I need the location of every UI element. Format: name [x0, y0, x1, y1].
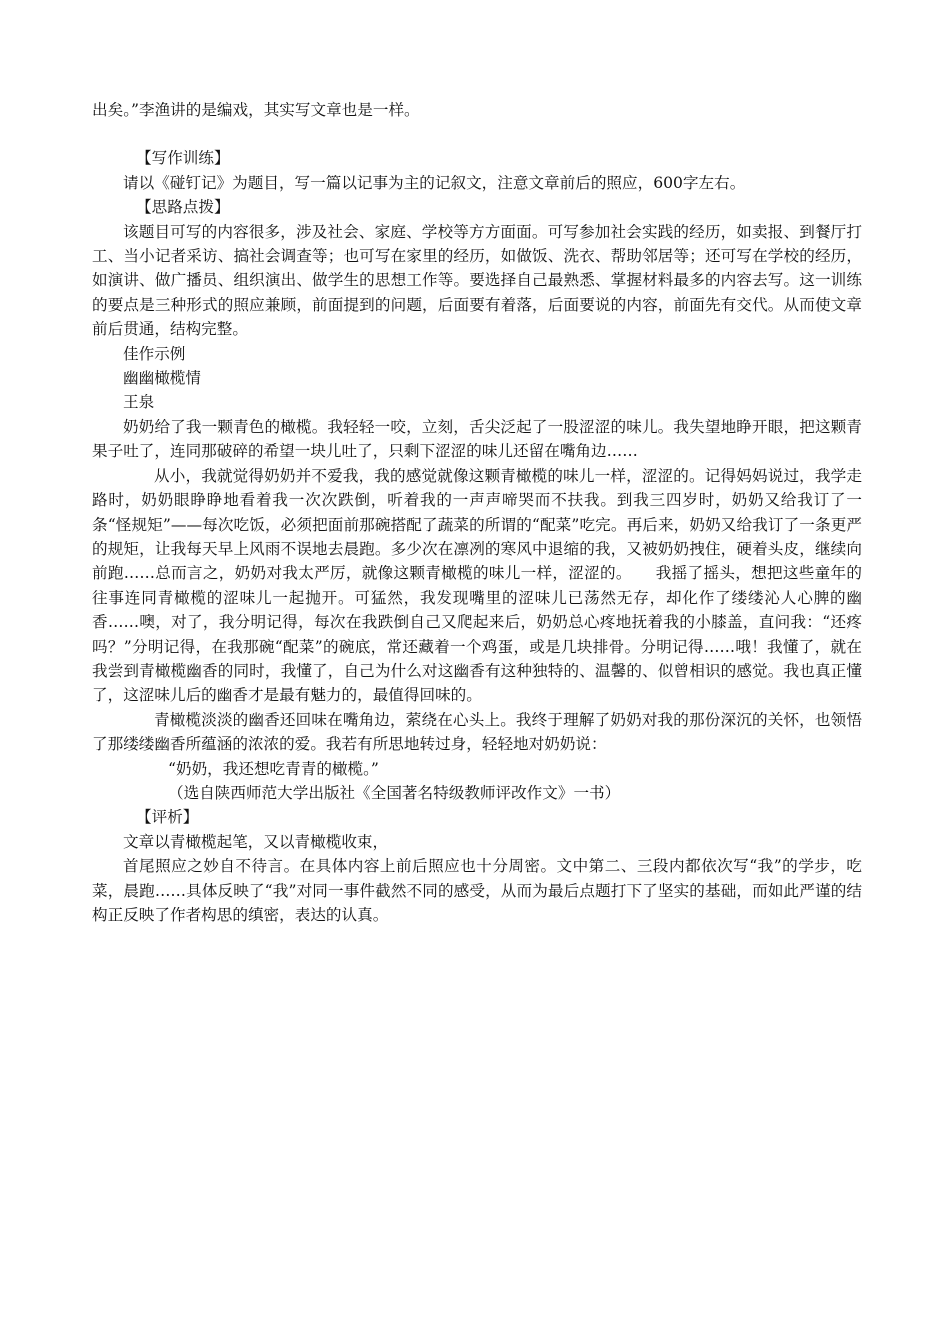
example-label: 佳作示例: [123, 344, 186, 363]
training-text: 请以《碰钉记》为题目，写一篇以记事为主的记叙文，注意文章前后的照应，600字左右。: [123, 173, 746, 192]
essay-paragraph-1: 奶奶给了我一颗青色的橄榄。我轻轻一咬，立刻，舌尖泛起了一股涩涩的味儿。我失望地睁开眼，把这颗青果子吐了，连同那破碎的希望一块儿吐了，只剩下涩涩的味儿还留在嘴角边……: [92, 417, 862, 461]
essay-paragraph-3: 青橄榄淡淡的幽香还回味在嘴角边，萦绕在心头上。我终于理解了奶奶对我的那份深沉的关怀，也领悟了那缕缕幽香所蕴涵的浓浓的爱。我若有所思地转过身，轻轻地对奶奶说：: [92, 710, 862, 754]
essay-quote: “奶奶，我还想吃青青的橄榄。”: [168, 759, 379, 778]
heading-training: 【写作训练】: [136, 149, 230, 168]
document-page: [92, 98, 862, 927]
analysis-text: 首尾照应之妙自不待言。在具体内容上前后照应也十分周密。文中第二、三段内都依次写“我”的学步，吃菜，晨跑……具体反映了“我”对同一事件截然不同的感受，从而为最后点题打下了坚实的基础，而如此严谨的结构正反映了作者构思的缜密，表达的认真。: [92, 857, 862, 924]
essay-title: 幽幽橄榄情: [123, 369, 201, 388]
essay-author: 王泉: [123, 393, 155, 412]
opening-line: 出矣。”李渔讲的是编戏，其实写文章也是一样。: [92, 101, 420, 119]
blank-line: [92, 122, 862, 146]
source-note: （选自陕西师范大学出版社《全国著名特级教师评改作文》一书）: [168, 783, 621, 802]
tips-text: 该题目可写的内容很多，涉及社会、家庭、学校等方方面面。可写参加社会实践的经历，如卖报、到餐厅打工、当小记者采访、搞社会调查等；也可写在家里的经历，如做饭、洗衣、帮助邻居等；还可写在学校的经历，如演讲、做广播员、组织演出、做学生的思想工作等。要选择自己最熟悉、掌握材料最多的内容去写。这一训练的要点是三种形式的照应兼顾，前面提到的问题，后面要有着落，后面要说的内容，前面先有交代。从而使文章前后贯通，结构完整。: [92, 222, 862, 339]
essay-paragraph-2: 从小，我就觉得奶奶并不爱我，我的感觉就像这颗青橄榄的味儿一样，涩涩的。记得妈妈说过，我学走路时，奶奶眼睁睁地看着我一次次跌倒，听着我的一声声啼哭而不扶我。到我三四岁时，奶奶又给我订了一条“怪规矩”——每次吃饭，必须把面前那碗搭配了蔬菜的所谓的“配菜”吃完。再后来，奶奶又给我订了一条更严的规矩，让我每天早上风雨不误地去晨跑。多少次在凛冽的寒风中退缩的我，又被奶奶拽住，硬着头皮，继续向前跑……总而言之，奶奶对我太严厉，就像这颗青橄榄的味儿一样，涩涩的。 我摇了摇头，想把这些童年的往事连同青橄榄的涩味儿一起抛开。可猛然，我发现嘴里的涩味儿已荡然无存，却化作了缕缕沁人心脾的幽香……噢，对了，我分明记得，每次在我跌倒自己又爬起来后，奶奶总心疼地抚着我的小膝盖，直问我：“还疼吗？”分明记得，在我那碗“配菜”的碗底，常还藏着一个鸡蛋，或是几块排骨。分明记得……哦！我懂了，就在我尝到青橄榄幽香的同时，我懂了，自己为什么对这幽香有这种独特的、温馨的、似曾相识的感觉。我也真正懂了，这涩味儿后的幽香才是最有魅力的，最值得回味的。: [92, 466, 862, 705]
heading-tips: 【思路点拨】: [136, 198, 230, 217]
heading-analysis: 【评析】: [136, 808, 199, 827]
analysis-line-1: 文章以青橄榄起笔，又以青橄榄收束，: [123, 832, 389, 851]
